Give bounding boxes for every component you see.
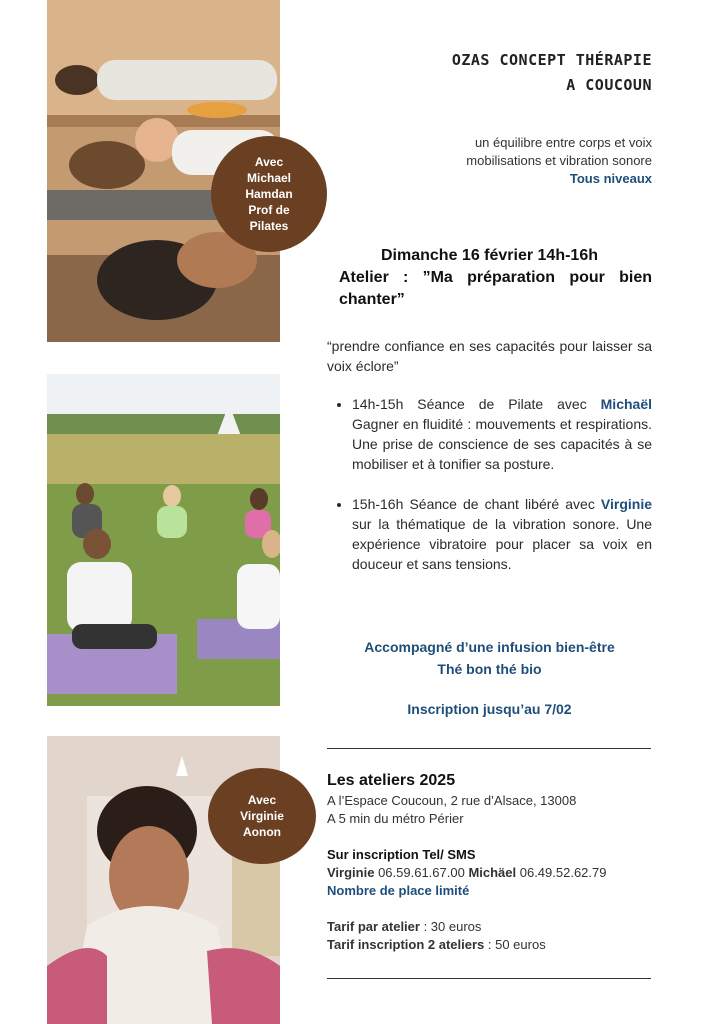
session-instructor: Michaël <box>600 396 652 412</box>
session-description: sur la thématique de la vibration sonore. Une expérience vibratoire pour placer sa voix en douceur et sans tensions. <box>352 516 652 572</box>
price-value: : 50 euros <box>484 937 546 952</box>
page-title <box>327 48 652 98</box>
photo-group-meditation <box>47 374 280 706</box>
contact-line <box>327 864 652 882</box>
badge-virginie-line: Virginie <box>240 809 284 823</box>
badge-michael-line: Avec <box>254 155 284 169</box>
contact-phone[interactable]: 06.49.52.62.79 <box>516 865 607 880</box>
badge-virginie-line: Avec <box>247 793 277 807</box>
info-address: A l’Espace Coucoun, 2 rue d’Alsace, 13008 <box>327 793 577 808</box>
infusion-line: Accompagné d’une infusion bien-être <box>364 639 615 655</box>
intro-line-2: mobilisations et vibration sonore <box>466 153 652 168</box>
badge-virginie <box>208 768 316 864</box>
price-label: Tarif inscription 2 ateliers <box>327 937 485 952</box>
limited-places: Nombre de place limité <box>327 883 470 898</box>
event-block <box>327 245 652 311</box>
badge-michael-line: Hamdan <box>245 187 293 201</box>
info-metro: A 5 min du métro Périer <box>327 811 464 826</box>
divider-top <box>327 748 651 749</box>
title-line-2: A COUCOUN <box>566 76 652 94</box>
price-label: Tarif par atelier <box>327 919 420 934</box>
event-date: Dimanche 16 février 14h-16h <box>381 247 598 264</box>
badge-virginie-line: Aonon <box>243 825 281 839</box>
session-description: Gagner en fluidité : mouvements et respirations. Une prise de conscience de ses capacités à se mobiliser et à tonifier sa posture. <box>352 416 652 472</box>
workshop-quote: “prendre confiance en ses capacités pour laisser sa voix éclore” <box>327 338 652 374</box>
price-value: : 30 euros <box>419 919 482 934</box>
price-line <box>327 936 652 954</box>
badge-michael-line: Prof de <box>248 203 290 217</box>
contact-phone[interactable]: 06.59.61.67.00 <box>374 865 469 880</box>
badge-michael-line: Michael <box>246 171 291 185</box>
tea-line: Thé bon thé bio <box>437 661 542 677</box>
session-item <box>352 494 652 574</box>
contact-name: Virginie <box>327 865 375 880</box>
workshop-title: Atelier : ”Ma préparation pour bien chanter” <box>339 269 652 308</box>
info-heading: Les ateliers 2025 <box>327 772 456 789</box>
intro-line-1: un équilibre entre corps et voix <box>474 135 652 150</box>
session-item <box>352 394 652 474</box>
extras-block <box>327 636 652 720</box>
sessions-list <box>327 394 652 594</box>
price-line <box>327 918 652 936</box>
intro-block <box>327 134 652 188</box>
session-prefix: 15h-16h Séance de chant libéré avec <box>352 496 601 512</box>
badge-michael <box>211 136 327 252</box>
title-line-1: OZAS CONCEPT THÉRAPIE <box>451 51 652 69</box>
session-prefix: 14h-15h Séance de Pilate avec <box>352 396 601 412</box>
deadline-line: Inscription jusqu’au 7/02 <box>407 701 572 717</box>
badge-michael-line: Pilates <box>249 219 289 233</box>
level-label: Tous niveaux <box>569 171 652 186</box>
registration-label: Sur inscription Tel/ SMS <box>327 847 476 862</box>
session-instructor: Virginie <box>600 496 652 512</box>
divider-bottom <box>327 978 651 979</box>
contact-name: Michäel <box>468 865 517 880</box>
info-block <box>327 770 652 954</box>
